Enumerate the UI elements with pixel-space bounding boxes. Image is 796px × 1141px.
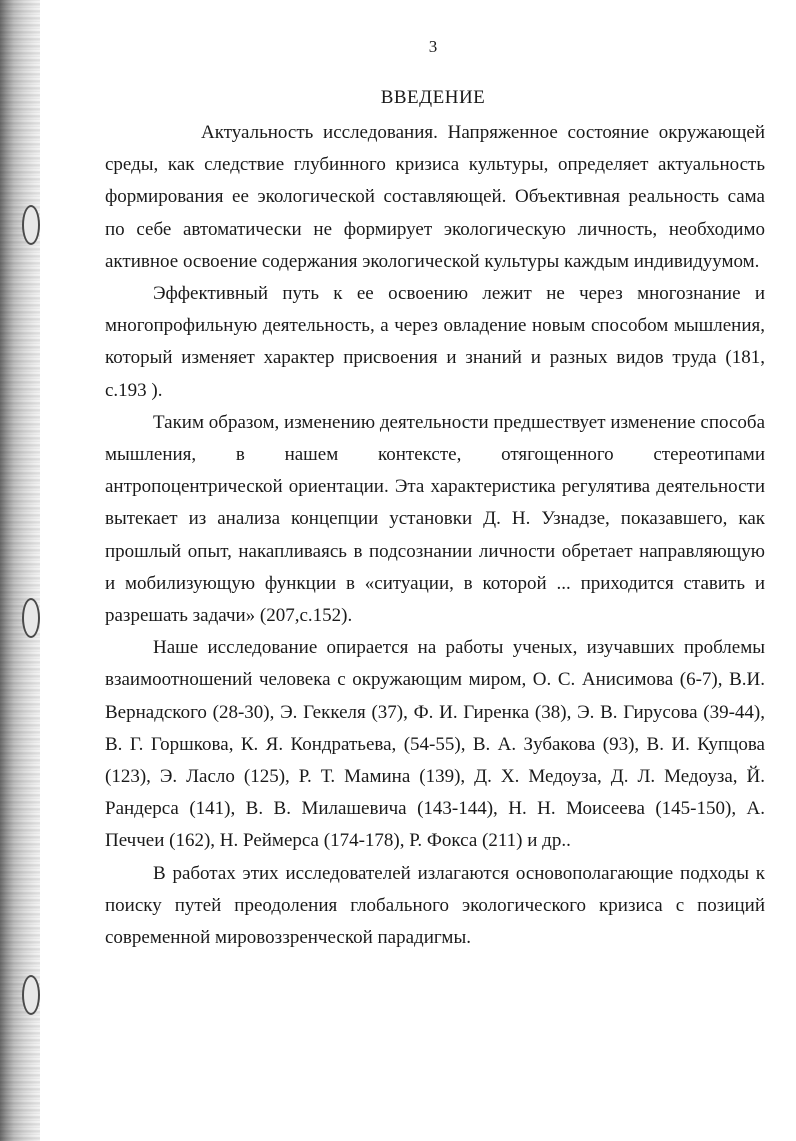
page-number: 3 — [428, 37, 438, 56]
punch-hole-top — [22, 205, 40, 245]
punch-hole-bottom — [22, 975, 40, 1015]
paragraph-relevance: Актуальность исследования. Напряженное состояние окружающей среды, как следствие глубинного кризиса культуры, определяет актуальность формирования ее экологической составляющей. Объективная реальность сама по себе автоматически не формирует экологическую личность, необходимо активное освоение содержания экологической культуры каждым индивидуумом. — [105, 122, 765, 272]
paragraph-fundamental-approaches: В работах этих исследователей излагаются основополагающие подходы к поиску путей преодоления глобального экологического кризиса с позиций современной мировоззренческой парадигмы. — [105, 862, 765, 949]
scan-binding-edge — [0, 0, 40, 1141]
paragraph-effective-path: Эффективный путь к ее освоению лежит не через многознание и многопрофильную деятельность, а через овладение новым способом мышления, который изменяет характер присвоения и знаний и разных видов труда (181, с.193 ). — [105, 283, 765, 401]
paragraph-thinking-change: Таким образом, изменению деятельности предшествует изменение способа мышления, в нашем контексте, отягощенного стереотипами антропоцентрической ориентации. Эта характеристика регулятива деятельности вытекает из анализа концепции установки Д. Н. Узнадзе, показавшего, как прошлый опыт, накапливаясь в подсознании личности обретает направляющую и мобилизующую функции в «ситуации, в которой ... приходится ставить и разрешать задачи» (207,с.152). — [105, 411, 765, 627]
paragraph-research-basis: Наше исследование опирается на работы ученых, изучавших проблемы взаимоотношений человека с окружающим миром, О. С. Анисимова (6-7), В.И. Вернадского (28-30), Э. Геккеля (37), Ф. И. Гиренка (38), Э. В. Гирусова (39-44), В. Г. Горшкова, К. Я. Кондратьева, (54-55), В. А. Зубакова (93), В. И. Купцова (123), Э. Ласло (125), Р. Т. Мамина (139), Д. Х. Медоуза, Д. Л. Медоуза, Й. Рандерса (141), В. В. Милашевича (143-144), Н. Н. Моисеева (145-150), А. Печчеи (162), Н. Реймерса (174-178), Р. Фокса (211) и др.. — [105, 637, 765, 852]
document-body — [105, 117, 765, 954]
page-title: ВВЕДЕНИЕ — [380, 87, 486, 108]
punch-hole-middle — [22, 598, 40, 638]
